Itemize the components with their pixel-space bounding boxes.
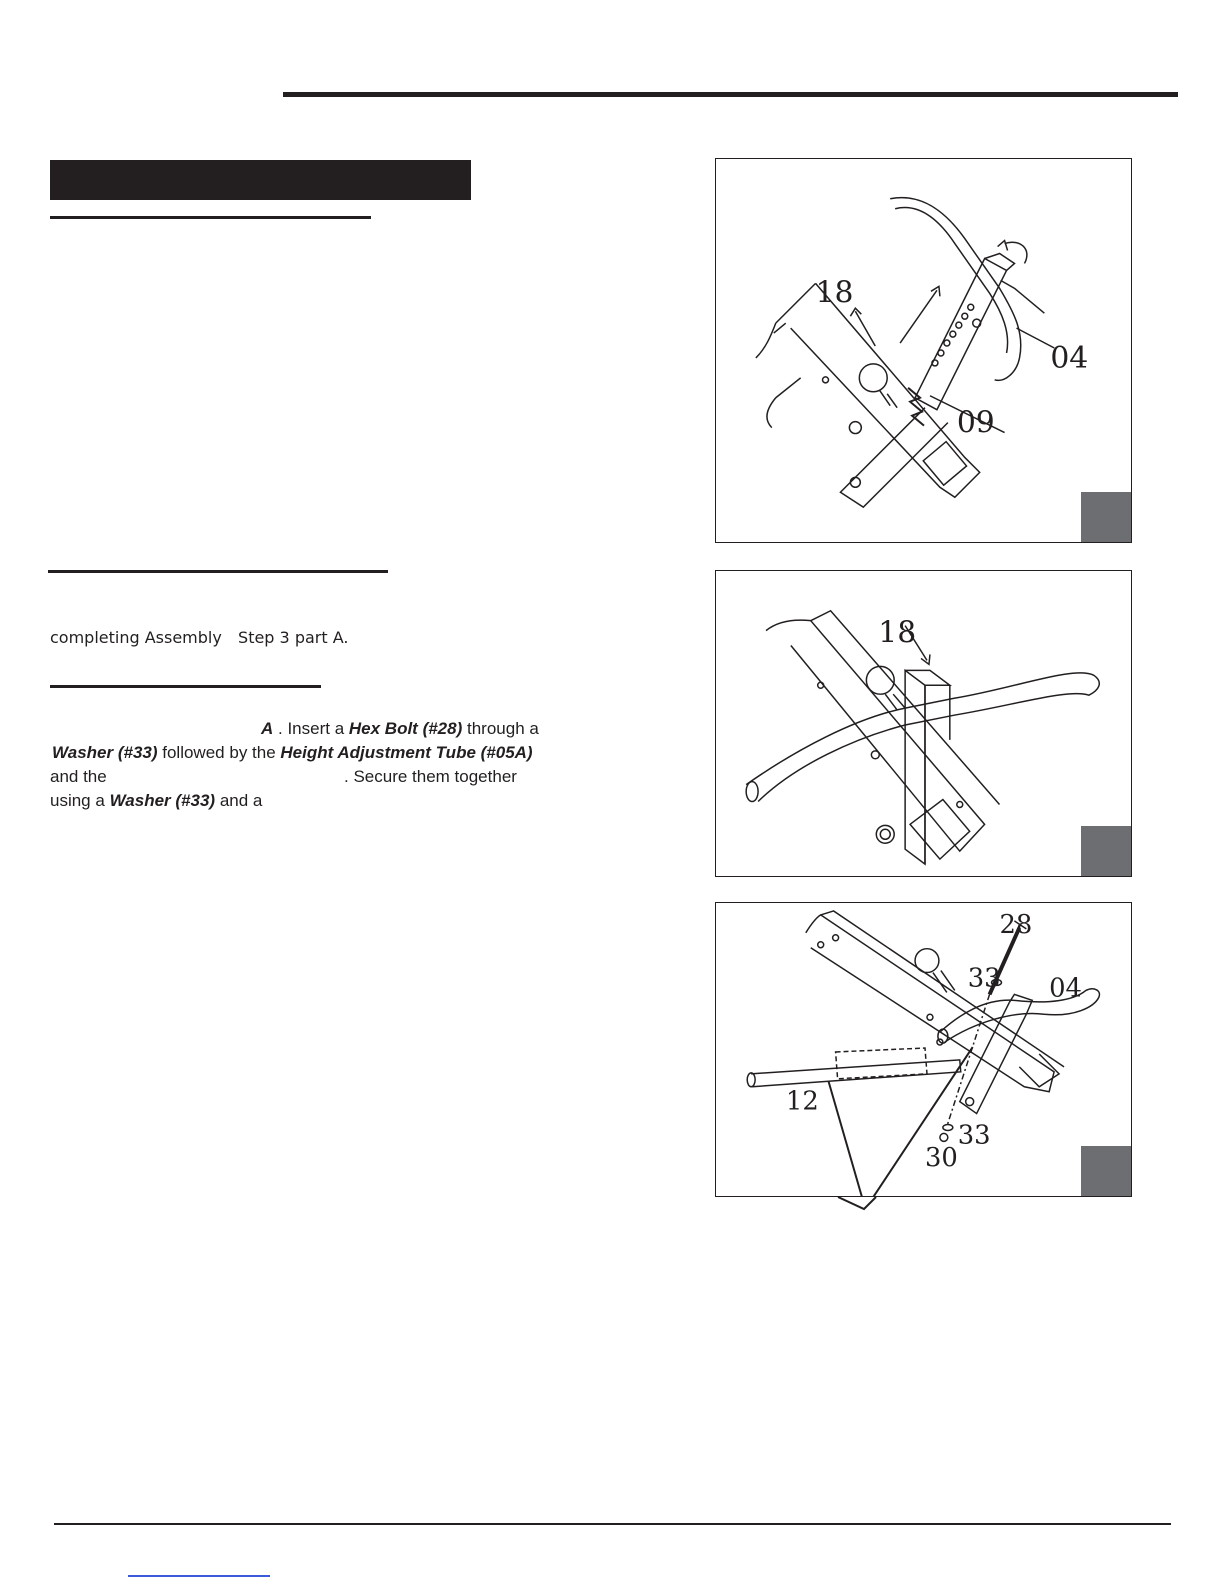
subheading-rule-b <box>48 570 388 573</box>
part-ref-washer: Washer (#33) <box>52 743 158 762</box>
figure-1-step-tab <box>1081 492 1131 542</box>
figure-3-label-12: 12 <box>785 1086 819 1117</box>
figure-1-drawing <box>716 159 1131 542</box>
section-c-line3a <box>50 767 107 787</box>
figure-2 <box>715 570 1132 877</box>
text-fragment: through a <box>467 719 539 738</box>
figure-2-label-18: 18 <box>878 615 917 651</box>
section-c-line4 <box>50 791 262 811</box>
figure-3-label-30: 30 <box>924 1143 958 1174</box>
figure-3-step-tab <box>1081 1146 1131 1196</box>
subheading-rule-c <box>50 685 321 688</box>
section-b-text-2: Step 3 part A. <box>238 628 349 647</box>
step-letter: A <box>261 719 274 738</box>
figure-2-drawing <box>716 571 1131 876</box>
text-fragment: and a <box>219 791 263 810</box>
footer-rule <box>54 1523 1171 1525</box>
text-fragment: . Secure them together <box>344 767 517 786</box>
figure-2-step-tab <box>1081 826 1131 876</box>
section-c-line1 <box>261 719 539 739</box>
figure-3-label-28: 28 <box>999 909 1033 940</box>
figure-1-label-09: 09 <box>956 405 995 441</box>
figure-3 <box>715 902 1132 1197</box>
part-ref-hex-bolt: Hex Bolt (#28) <box>348 719 463 738</box>
section-b-text-1: completing Assembly <box>50 628 222 647</box>
figure-1-label-18: 18 <box>815 275 854 311</box>
text-fragment: followed <box>162 743 225 762</box>
text-fragment: using a <box>50 791 105 810</box>
figure-3-label-04: 04 <box>1049 973 1083 1004</box>
figure-1-label-04: 04 <box>1050 340 1089 376</box>
section-c-line2 <box>52 743 533 763</box>
part-ref-washer: Washer (#33) <box>109 791 216 810</box>
figure-3-drawing <box>716 903 1131 1196</box>
subheading-rule-a <box>50 216 371 219</box>
text-fragment: by the <box>229 743 276 762</box>
section-title-bar <box>50 160 471 200</box>
figure-3-label-33-top: 33 <box>967 963 1001 994</box>
text-fragment: . Insert a <box>278 719 345 738</box>
header-rule <box>283 92 1178 97</box>
text-fragment: and the <box>50 767 107 786</box>
part-ref-height-tube: Height Adjustment Tube (#05A) <box>280 743 533 762</box>
figure-1 <box>715 158 1132 543</box>
footer-link-underline[interactable] <box>128 1575 270 1577</box>
section-b-text <box>50 628 348 647</box>
figure-3-label-33-bottom: 33 <box>957 1120 991 1151</box>
figure-3-callout-tip <box>820 1197 880 1213</box>
section-c-line3b <box>344 767 517 787</box>
